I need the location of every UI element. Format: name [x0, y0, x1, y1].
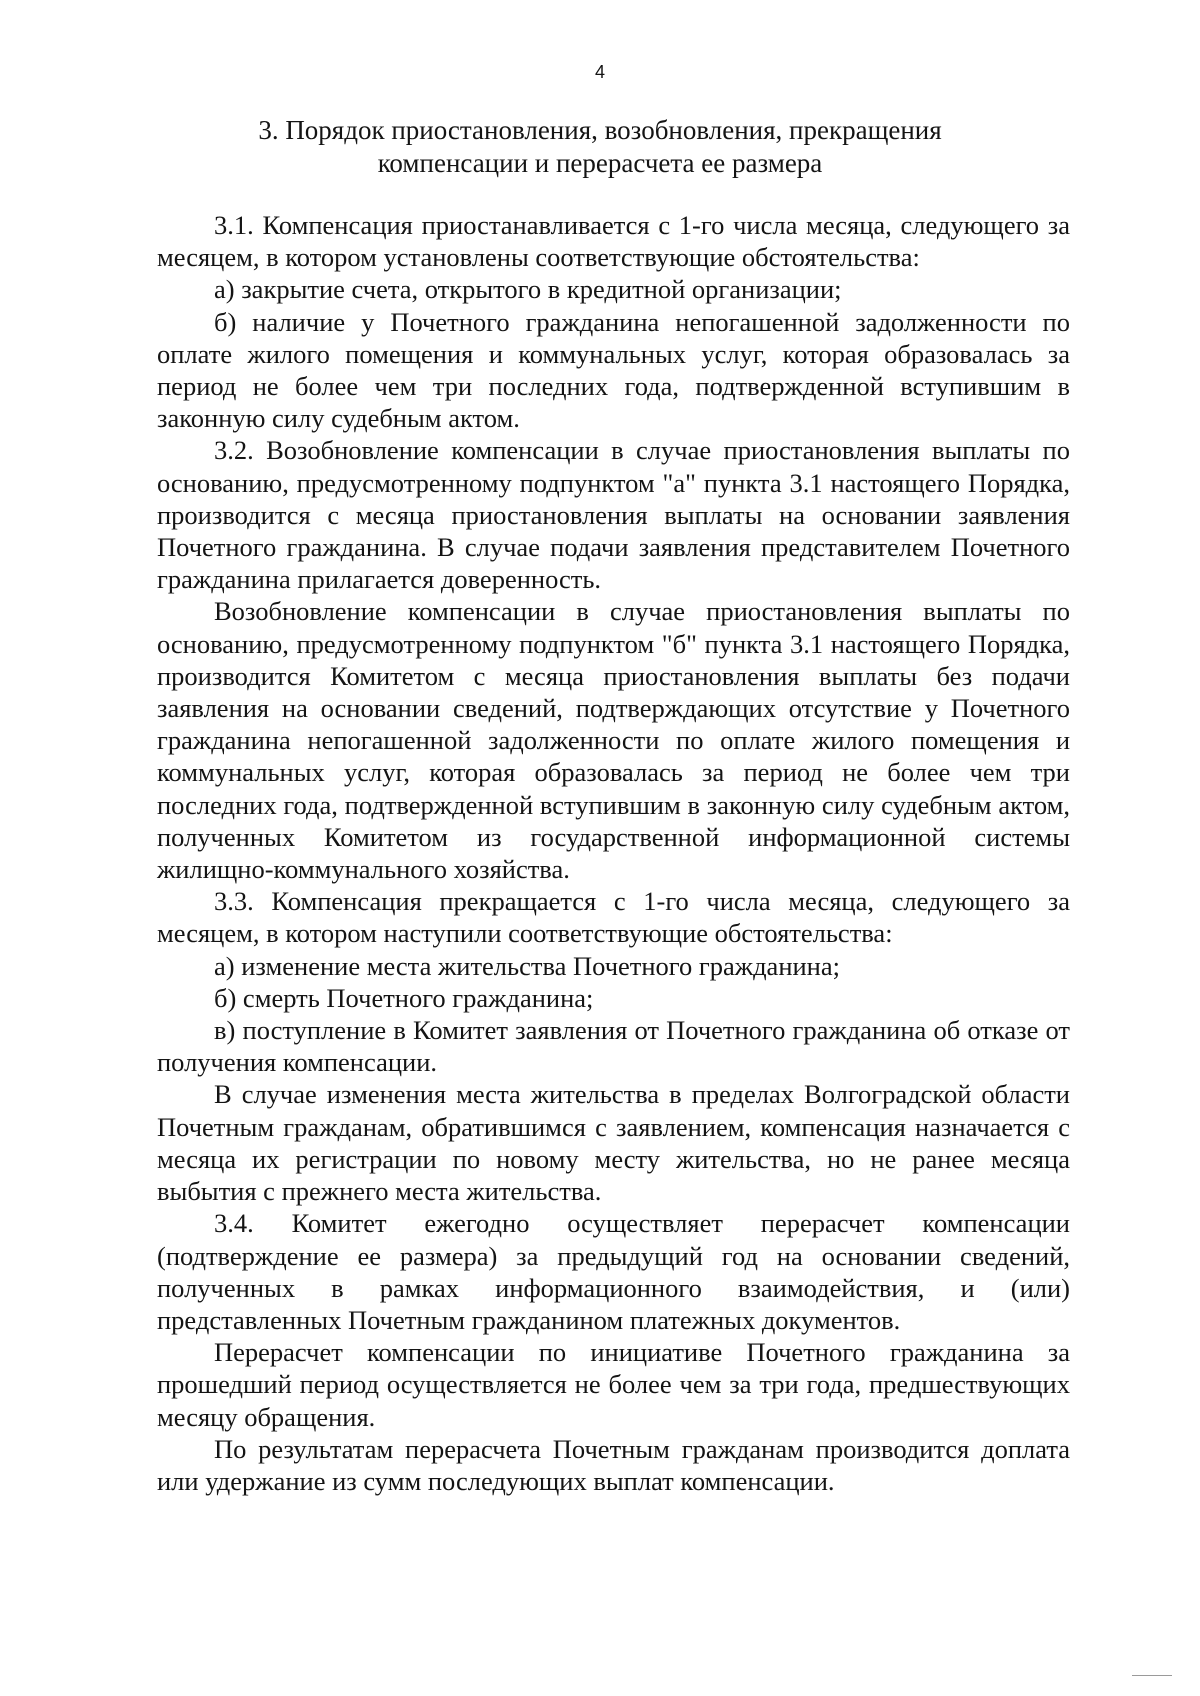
paragraph-3-4-results: По результатам перерасчета Почетным гражданам производится доплата или удержание из сумм последующих выплат компенсации. — [157, 1433, 1070, 1496]
section-heading-line-1: 3. Порядок приостановления, возобновления, прекращения — [258, 115, 942, 145]
section-body — [157, 209, 1070, 1497]
paragraph-3-3-a: а) изменение места жительства Почетного гражданина; — [214, 950, 840, 981]
paragraph-3-1-b: б) наличие у Почетного гражданина непогашенной задолженности по оплате жилого помещения и коммунальных услуг, которая образовалась за период не более чем три последних года, подтвержденной вступившим в законную силу судебным актом. — [157, 306, 1070, 434]
paragraph-3-2-resumption: Возобновление компенсации в случае приостановления выплаты по основанию, предусмотренному подпунктом "б" пункта 3.1 настоящего Порядка, производится Комитетом с месяца приостановления выплаты без подачи заявления на основании сведений, подтверждающих отсутствие у Почетного гражданина непогашенной задолженности по оплате жилого помещения и коммунальных услуг, которая образовалась за период не более чем три последних года, подтвержденной вступившим в законную силу судебным актом, полученных Комитетом из государственной информационной системы жилищно-коммунального хозяйства. — [157, 596, 1070, 885]
section-heading-line-2: компенсации и перерасчета ее размера — [377, 148, 823, 178]
paragraph-3-3-v: в) поступление в Комитет заявления от Почетного гражданина об отказе от получения компенсации. — [157, 1015, 1070, 1078]
paragraph-3-4: 3.4. Комитет ежегодно осуществляет перерасчет компенсации (подтверждение ее размера) за предыдущий год на основании сведений, полученных в рамках информационного взаимодействия, и (или) представленных Почетным гражданином платежных документов. — [157, 1208, 1070, 1335]
paragraph-3-4-initiative: Перерасчет компенсации по инициативе Почетного гражданина за прошедший период осуществляется не более чем за три года, предшествующих месяцу обращения. — [157, 1337, 1070, 1432]
paragraph-3-1-a: а) закрытие счета, открытого в кредитной организации; — [214, 274, 842, 305]
scan-edge-mark — [1132, 1675, 1172, 1676]
section-heading — [220, 114, 980, 180]
paragraph-3-1: 3.1. Компенсация приостанавливается с 1-го числа месяца, следующего за месяцем, в котором установлены соответствующие обстоятельства: — [157, 210, 1070, 273]
paragraph-3-3-relocation: В случае изменения места жительства в пределах Волгоградской области Почетным гражданам, обратившимся с заявлением, компенсация назначается с месяца их регистрации по новому месту жительства, но не ранее месяца выбытия с прежнего места жительства. — [157, 1079, 1070, 1207]
paragraph-3-2: 3.2. Возобновление компенсации в случае приостановления выплаты по основанию, предусмотренному подпунктом "а" пункта 3.1 настоящего Порядка, производится с месяца приостановления выплаты на основании заявления Почетного гражданина. В случае подачи заявления представителем Почетного гражданина прилагается доверенность. — [157, 435, 1070, 595]
paragraph-3-3: 3.3. Компенсация прекращается с 1-го числа месяца, следующего за месяцем, в котором наступили соответствующие обстоятельства: — [157, 886, 1070, 949]
paragraph-3-3-b: б) смерть Почетного гражданина; — [214, 982, 594, 1013]
page-number: 4 — [594, 62, 605, 82]
